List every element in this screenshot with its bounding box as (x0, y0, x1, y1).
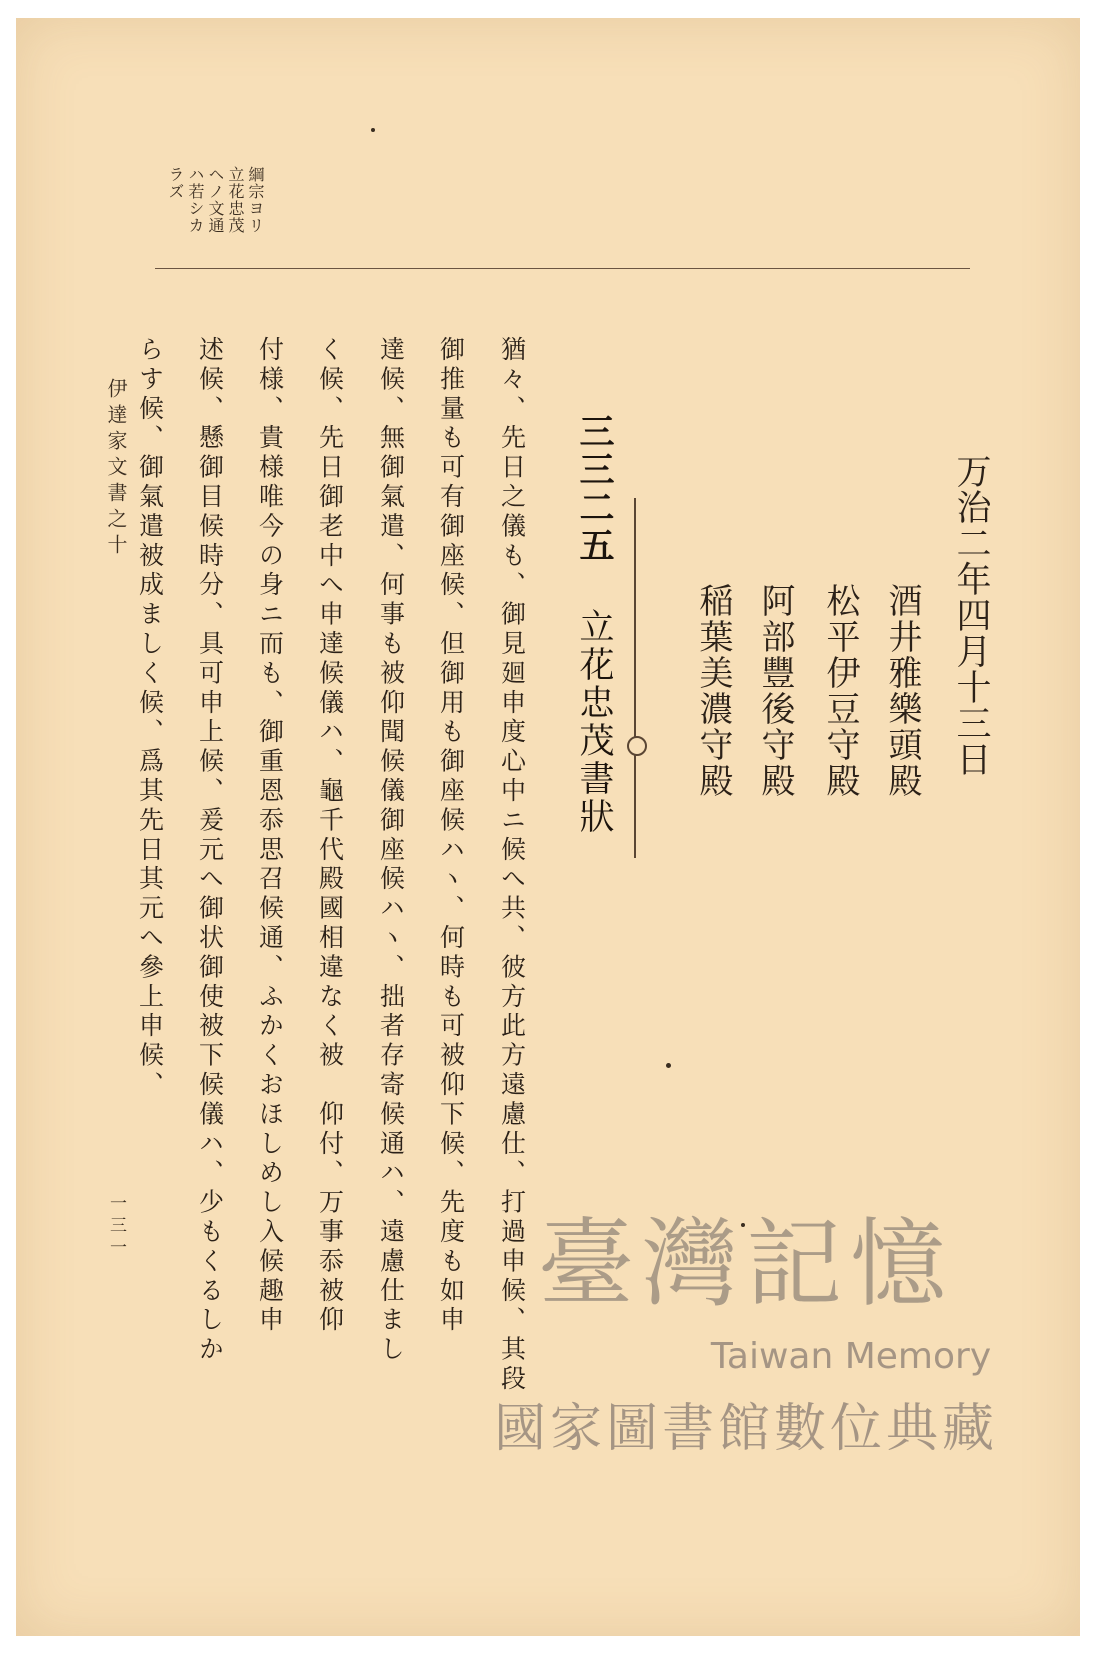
addressee: 酒井雅樂頭殿 (882, 583, 922, 799)
document-page (16, 18, 1080, 1636)
document-title: 立花忠茂書狀 (574, 608, 614, 836)
watermark (486, 1188, 1006, 1459)
header-note-line: 立花忠茂 (226, 166, 245, 234)
document-number: 三三二五 (574, 413, 615, 565)
header-note-line: ラズ (166, 166, 185, 200)
header-note-line: 綱宗ヨリ (246, 166, 265, 234)
running-title: 伊達家文書之十 (104, 378, 128, 560)
body-line: 述候、懸御目候時分、具可申上候、爰元へ御状御使被下候儀ハ、少もくるしか (195, 336, 225, 1365)
body-line: 付様、貴様唯今の身ニ而も、御重恩忝思召候通、ふかくおほしめし入候趣申 (255, 336, 285, 1336)
body-line: く候、先日御老中へ申達候儀ハ、龜千代殿國相違なく被 仰付、万事忝被仰 (315, 336, 345, 1336)
letter-date: 万治二年四月十三日 (951, 453, 991, 777)
watermark-latin: Taiwan Memory (710, 1336, 992, 1377)
watermark-logo: 臺灣記憶 (538, 1208, 954, 1320)
bracket-knot-icon (627, 736, 647, 756)
watermark-agency: 國家圖書館數位典藏 (493, 1399, 998, 1459)
body-line: 達候、無御氣遣、何事も被仰聞候儀御座候ハヽ、拙者存寄候通ハ、遠慮仕まし (376, 336, 406, 1365)
header-note-line: ヘノ文通 (206, 166, 225, 234)
ink-speck (666, 1063, 671, 1068)
header-note-line: ハ若シカ (186, 166, 205, 234)
header-rule (155, 268, 970, 269)
body-line: 猶々、先日之儀も、御見廻申度心中ニ候へ共、彼方此方遠慮仕、打過申候、其段 (497, 336, 527, 1395)
addressee: 松平伊豆守殿 (820, 583, 860, 799)
body-line: 御推量も可有御座候、但御用も御座候ハヽ、何時も可被仰下候、先度も如申 (436, 336, 466, 1336)
ink-speck (371, 128, 375, 132)
addressee: 阿部豐後守殿 (755, 583, 795, 799)
addressee: 稲葉美濃守殿 (693, 583, 733, 799)
page-number: 一三一 (106, 1194, 126, 1260)
bracket-ornament (634, 498, 636, 858)
body-line: らす候、御氣遣被成ましく候、爲其先日其元へ參上申候、 (135, 336, 165, 1101)
